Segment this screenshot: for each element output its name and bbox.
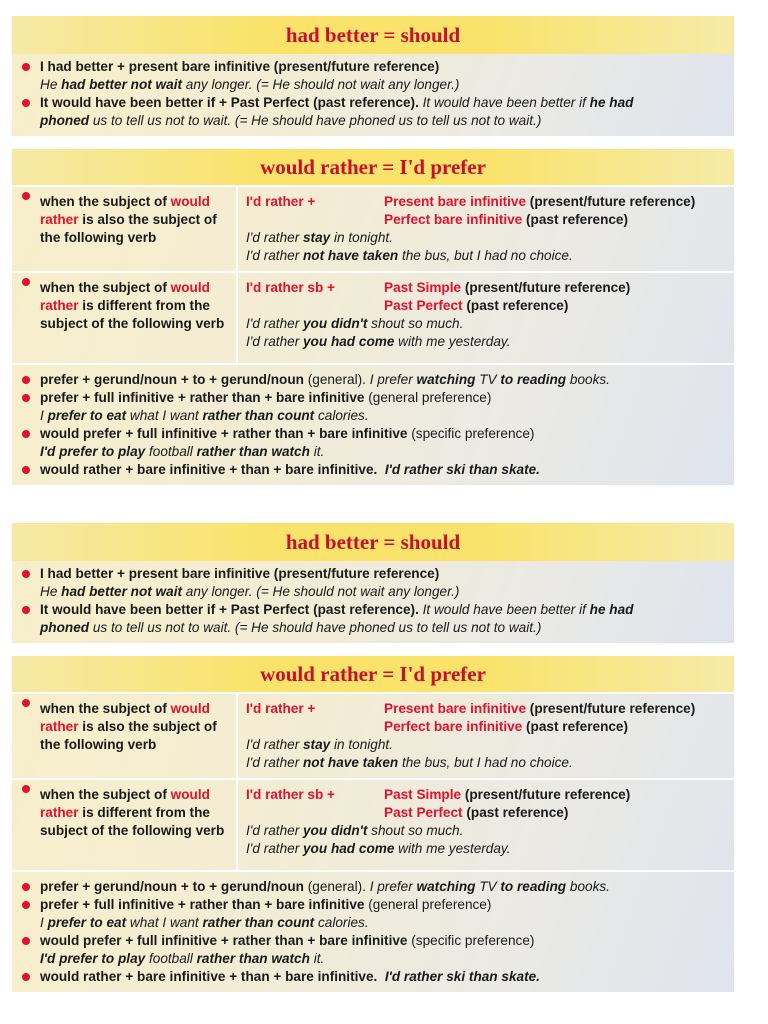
bullet-icon bbox=[22, 699, 30, 707]
bullet-item bbox=[22, 878, 724, 896]
example-line bbox=[246, 736, 728, 754]
rule-text: It would have been better if + Past Perfect (past reference). bbox=[40, 95, 419, 110]
form-label: I'd rather + bbox=[246, 701, 316, 716]
condition-text: when the subject of bbox=[40, 701, 171, 716]
rule-text: would rather + bare infinitive + than + bare infinitive. bbox=[40, 462, 378, 477]
row-forms bbox=[238, 780, 734, 870]
example-text: I'd rather bbox=[246, 823, 303, 838]
form-text: (past reference) bbox=[522, 719, 629, 734]
bullet-item bbox=[22, 932, 724, 950]
rule-note: (specific preference) bbox=[407, 426, 535, 441]
table-row bbox=[12, 273, 734, 365]
example-bold: rather than watch bbox=[196, 951, 310, 966]
form-label: I'd rather sb + bbox=[246, 280, 335, 295]
example-bold: I'd prefer to play bbox=[40, 951, 146, 966]
condition-text: when the subject of bbox=[40, 787, 171, 802]
example-bold: prefer to eat bbox=[47, 915, 127, 930]
example-text: with me yesterday. bbox=[394, 841, 511, 856]
would-rather-table bbox=[12, 185, 734, 365]
example-bold: had better not wait bbox=[61, 77, 182, 92]
form-label: I'd rather + bbox=[246, 194, 316, 209]
example-bold: prefer to eat bbox=[47, 408, 127, 423]
bullet-item bbox=[22, 896, 724, 914]
example-text: the bus, but I had no choice. bbox=[398, 755, 573, 770]
example-text: calories. bbox=[314, 408, 369, 423]
example-line bbox=[22, 407, 724, 425]
prefer-notes bbox=[12, 365, 734, 485]
rule-text: prefer + gerund/noun + to + gerund/noun bbox=[40, 879, 304, 894]
example-line bbox=[246, 822, 728, 840]
example-text: I'd rather bbox=[246, 316, 303, 331]
would-rather-panel-2 bbox=[12, 656, 734, 992]
would-rather-title: would rather = I'd prefer bbox=[12, 656, 734, 692]
example-text: it. bbox=[309, 951, 325, 966]
form-text: (past reference) bbox=[522, 212, 629, 227]
form-text: (present/future reference) bbox=[526, 701, 696, 716]
form-highlight: Past Simple bbox=[384, 280, 462, 295]
rule-text: I had better + present bare infinitive (present/future reference) bbox=[40, 59, 440, 74]
bullet-item bbox=[22, 58, 724, 76]
had-better-title: had better = should bbox=[12, 16, 734, 54]
example-line bbox=[22, 76, 724, 94]
example-line bbox=[246, 840, 728, 858]
condition-text: is different from the subject of the following verb bbox=[40, 805, 225, 838]
condition-highlight: would rather bbox=[40, 787, 210, 820]
example-bold: you had come bbox=[303, 334, 395, 349]
example-text: He bbox=[40, 77, 62, 92]
example-bold: rather than watch bbox=[196, 444, 310, 459]
example-bold: phoned bbox=[40, 113, 90, 128]
form-text: (past reference) bbox=[462, 805, 569, 820]
example-bold: I'd rather ski than skate. bbox=[384, 969, 540, 984]
rule-text: would prefer + full infinitive + rather than + bare infinitive bbox=[40, 933, 408, 948]
would-rather-title: would rather = I'd prefer bbox=[12, 149, 734, 185]
form-line bbox=[246, 211, 728, 229]
example-bold: to reading bbox=[500, 372, 567, 387]
bullet-item bbox=[22, 94, 724, 112]
bullet-icon bbox=[22, 430, 30, 438]
rule-text: would prefer + full infinitive + rather than + bare infinitive bbox=[40, 426, 408, 441]
condition-text: is also the subject of the following verb bbox=[40, 719, 217, 752]
rule-text: It would have been better if + Past Perfect (past reference). bbox=[40, 602, 419, 617]
form-label: I'd rather sb + bbox=[246, 787, 335, 802]
bullet-item bbox=[22, 389, 724, 407]
example-text: TV bbox=[475, 372, 501, 387]
rule-text: prefer + gerund/noun + to + gerund/noun bbox=[40, 372, 304, 387]
example-bold: rather than count bbox=[202, 408, 315, 423]
bullet-icon bbox=[22, 63, 30, 71]
example-bold: rather than count bbox=[202, 915, 315, 930]
form-text: (present/future reference) bbox=[461, 280, 631, 295]
rule-note: (general preference) bbox=[364, 897, 492, 912]
example-text: I'd rather bbox=[246, 841, 303, 856]
form-text: (present/future reference) bbox=[461, 787, 631, 802]
row-condition bbox=[12, 187, 238, 271]
condition-text: when the subject of bbox=[40, 280, 171, 295]
example-bold: I'd prefer to play bbox=[40, 444, 146, 459]
example-bold: you had come bbox=[303, 841, 395, 856]
example-text: He bbox=[40, 584, 62, 599]
table-row bbox=[12, 694, 734, 780]
example-line bbox=[246, 754, 728, 772]
form-highlight: Past Perfect bbox=[384, 298, 463, 313]
condition-text: is also the subject of the following verb bbox=[40, 212, 217, 245]
example-text: I bbox=[40, 408, 48, 423]
example-text: I prefer bbox=[369, 879, 417, 894]
condition-highlight: would rather bbox=[40, 194, 210, 227]
example-bold: you didn't bbox=[303, 316, 368, 331]
rule-text: prefer + full infinitive + rather than + bare infinitive bbox=[40, 897, 365, 912]
example-text: football bbox=[145, 444, 197, 459]
rule-text: I had better + present bare infinitive (present/future reference) bbox=[40, 566, 440, 581]
bullet-icon bbox=[22, 901, 30, 909]
example-text: I'd rather bbox=[246, 737, 303, 752]
example-bold: stay bbox=[303, 737, 331, 752]
bullet-icon bbox=[22, 376, 30, 384]
example-text: what I want bbox=[126, 915, 203, 930]
row-condition bbox=[12, 780, 238, 870]
rule-note: (general). bbox=[303, 372, 370, 387]
bullet-icon bbox=[22, 466, 30, 474]
bullet-icon bbox=[22, 883, 30, 891]
example-line bbox=[22, 112, 724, 130]
example-text: I'd rather bbox=[246, 755, 303, 770]
example-text: it. bbox=[309, 444, 325, 459]
form-highlight: Perfect bare infinitive bbox=[384, 719, 523, 734]
row-forms bbox=[238, 187, 734, 271]
table-row bbox=[12, 780, 734, 872]
bullet-item bbox=[22, 371, 724, 389]
form-highlight: Present bare infinitive bbox=[384, 701, 527, 716]
had-better-body bbox=[12, 54, 734, 136]
example-line bbox=[246, 229, 728, 247]
example-text: books. bbox=[566, 372, 610, 387]
example-text: books. bbox=[566, 879, 610, 894]
condition-text: is different from the subject of the following verb bbox=[40, 298, 225, 331]
example-text: with me yesterday. bbox=[394, 334, 511, 349]
example-text: I prefer bbox=[369, 372, 417, 387]
example-text: I bbox=[40, 915, 48, 930]
example-text: in tonight. bbox=[330, 230, 393, 245]
rule-text: would rather + bare infinitive + than + bare infinitive. bbox=[40, 969, 378, 984]
form-line bbox=[246, 297, 728, 315]
would-rather-table bbox=[12, 692, 734, 872]
bullet-icon bbox=[22, 278, 30, 286]
bullet-item bbox=[22, 461, 724, 479]
bullet-icon bbox=[22, 785, 30, 793]
form-text: (past reference) bbox=[462, 298, 569, 313]
form-line bbox=[246, 804, 728, 822]
example-text: any longer. (= He should not wait any longer.) bbox=[182, 584, 460, 599]
form-highlight: Present bare infinitive bbox=[384, 194, 527, 209]
example-bold: watching bbox=[416, 372, 476, 387]
example-text: shout so much. bbox=[367, 823, 464, 838]
example-line bbox=[22, 914, 724, 932]
bullet-item bbox=[22, 565, 724, 583]
would-rather-panel-1 bbox=[12, 149, 734, 485]
rule-note: (specific preference) bbox=[407, 933, 535, 948]
form-line bbox=[246, 718, 728, 736]
example-line bbox=[22, 443, 724, 461]
row-condition bbox=[12, 694, 238, 778]
example-text: in tonight. bbox=[330, 737, 393, 752]
example-text: I'd rather bbox=[246, 248, 303, 263]
bullet-icon bbox=[22, 192, 30, 200]
form-line bbox=[246, 786, 728, 804]
example-line bbox=[246, 315, 728, 333]
example-text: It would have been better if bbox=[418, 602, 590, 617]
example-line bbox=[246, 333, 728, 351]
example-line bbox=[22, 950, 724, 968]
example-bold: had better not wait bbox=[61, 584, 182, 599]
form-line bbox=[246, 700, 728, 718]
row-forms bbox=[238, 273, 734, 363]
example-bold: he had bbox=[589, 602, 634, 617]
rule-note: (general preference) bbox=[364, 390, 492, 405]
example-bold: stay bbox=[303, 230, 331, 245]
bullet-icon bbox=[22, 606, 30, 614]
example-bold: to reading bbox=[500, 879, 567, 894]
table-row bbox=[12, 187, 734, 273]
row-condition bbox=[12, 273, 238, 363]
example-text: what I want bbox=[126, 408, 203, 423]
example-text: the bus, but I had no choice. bbox=[398, 248, 573, 263]
bullet-icon bbox=[22, 973, 30, 981]
example-text: any longer. (= He should not wait any longer.) bbox=[182, 77, 460, 92]
form-highlight: Perfect bare infinitive bbox=[384, 212, 523, 227]
rule-text: prefer + full infinitive + rather than + bare infinitive bbox=[40, 390, 365, 405]
bullet-item bbox=[22, 601, 724, 619]
bullet-item bbox=[22, 968, 724, 986]
had-better-body bbox=[12, 561, 734, 643]
example-bold: he had bbox=[589, 95, 634, 110]
example-bold: not have taken bbox=[303, 755, 399, 770]
had-better-panel-1 bbox=[12, 16, 734, 136]
example-text: TV bbox=[475, 879, 501, 894]
had-better-panel-2 bbox=[12, 523, 734, 643]
example-bold: I'd rather ski than skate. bbox=[384, 462, 540, 477]
example-bold: you didn't bbox=[303, 823, 368, 838]
example-text: us to tell us not to wait. (= He should have phoned us to tell us not to wait.) bbox=[89, 620, 542, 635]
example-text: shout so much. bbox=[367, 316, 464, 331]
bullet-icon bbox=[22, 570, 30, 578]
condition-highlight: would rather bbox=[40, 701, 210, 734]
example-text: football bbox=[145, 951, 197, 966]
form-text: (present/future reference) bbox=[526, 194, 696, 209]
had-better-title: had better = should bbox=[12, 523, 734, 561]
example-line bbox=[22, 619, 724, 637]
example-text: I'd rather bbox=[246, 230, 303, 245]
form-line bbox=[246, 193, 728, 211]
form-highlight: Past Simple bbox=[384, 787, 462, 802]
condition-highlight: would rather bbox=[40, 280, 210, 313]
example-bold: watching bbox=[416, 879, 476, 894]
prefer-notes bbox=[12, 872, 734, 992]
rule-note: (general). bbox=[303, 879, 370, 894]
example-text: calories. bbox=[314, 915, 369, 930]
bullet-icon bbox=[22, 937, 30, 945]
example-text: It would have been better if bbox=[418, 95, 590, 110]
example-line bbox=[246, 247, 728, 265]
form-highlight: Past Perfect bbox=[384, 805, 463, 820]
condition-text: when the subject of bbox=[40, 194, 171, 209]
example-bold: not have taken bbox=[303, 248, 399, 263]
bullet-icon bbox=[22, 99, 30, 107]
bullet-item bbox=[22, 425, 724, 443]
example-text: I'd rather bbox=[246, 334, 303, 349]
example-line bbox=[22, 583, 724, 601]
example-bold: phoned bbox=[40, 620, 90, 635]
form-line bbox=[246, 279, 728, 297]
row-forms bbox=[238, 694, 734, 778]
example-text: us to tell us not to wait. (= He should have phoned us to tell us not to wait.) bbox=[89, 113, 542, 128]
bullet-icon bbox=[22, 394, 30, 402]
